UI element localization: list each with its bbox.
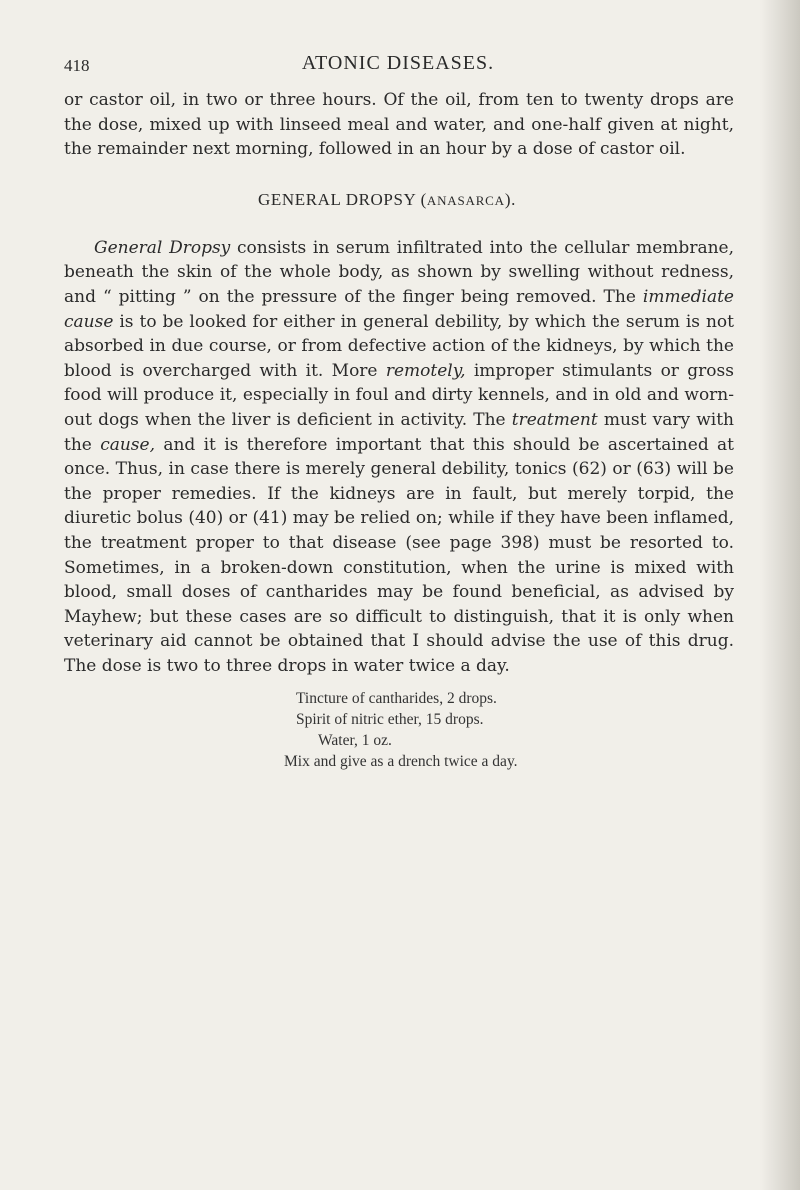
page-edge-shadow (760, 0, 800, 1190)
text-run: improper stimulants or gross food will produce it, especially in foul and dirty kennels, and in old and worn-out dogs when the liver is deficient in activity. The (64, 360, 734, 430)
text-run: must vary with the (64, 409, 734, 455)
recipe-line-nitric-ether: Spirit of nitric ether, 15 drops. (296, 711, 484, 729)
section-heading-main: GENERAL DROPSY ( (258, 189, 427, 209)
page-header (64, 52, 732, 82)
term-immediate-cause: immediate cause (64, 286, 734, 332)
page-number: 418 (64, 56, 90, 75)
intro-paragraph: or castor oil, in two or three hours. Of the oil, from ten to twenty drops are the dose, mixed up with linseed meal and water, and one-half given at night, the remainder next morning, followed in an hour by a dose of castor oil. (64, 90, 734, 160)
recipe-block (64, 688, 734, 772)
term-cause: cause, (100, 434, 155, 455)
recipe-line-water: Water, 1 oz. (318, 732, 392, 750)
term-remotely: remotely, (385, 360, 466, 381)
section-heading (64, 190, 734, 210)
page-body (64, 88, 734, 772)
text-run: consists in serum infiltrated into the cellular membrane, beneath the skin of the whole body, as shown by swelling without redness, and “ pitting ” on the pressure of the finger being removed. The (64, 237, 734, 307)
running-head: ATONIC DISEASES. (301, 52, 495, 74)
term-general-dropsy: General Dropsy (94, 237, 231, 258)
recipe-line-instructions: Mix and give as a drench twice a day. (284, 753, 518, 771)
text-run: and it is therefore important that this should be ascertained at once. Thus, in case there is merely general debility, tonics (62) or (63) will be the proper remedies. If the kidneys are in fault, but merely torpid, the diuretic bolus (40) or (41) may be relied on; while if they have been inflamed, the treatment proper to that disease (see page 398) must be resorted to. Sometimes, in a broken-down constitution, when the urine is mixed with blood, small doses of cantharides may be found beneficial, as advised by Mayhew; but these cases are so difficult to distinguish, that it is only when veterinary aid cannot be obtained that I should advise the use of this drug. The dose is two to three drops in water twice a day. (64, 434, 735, 676)
section-heading-smallcaps: ANASARCA (426, 192, 505, 208)
term-treatment: treatment (511, 409, 598, 430)
recipe-line-cantharides: Tincture of cantharides, 2 drops. (296, 690, 497, 708)
text-run: is to be looked for either in general debility, by which the serum is not absorbed in due course, or from defective action of the kidneys, by which the blood is overcharged with it. More (64, 311, 734, 381)
dropsy-paragraph (64, 236, 734, 679)
section-heading-end: ). (504, 189, 516, 209)
